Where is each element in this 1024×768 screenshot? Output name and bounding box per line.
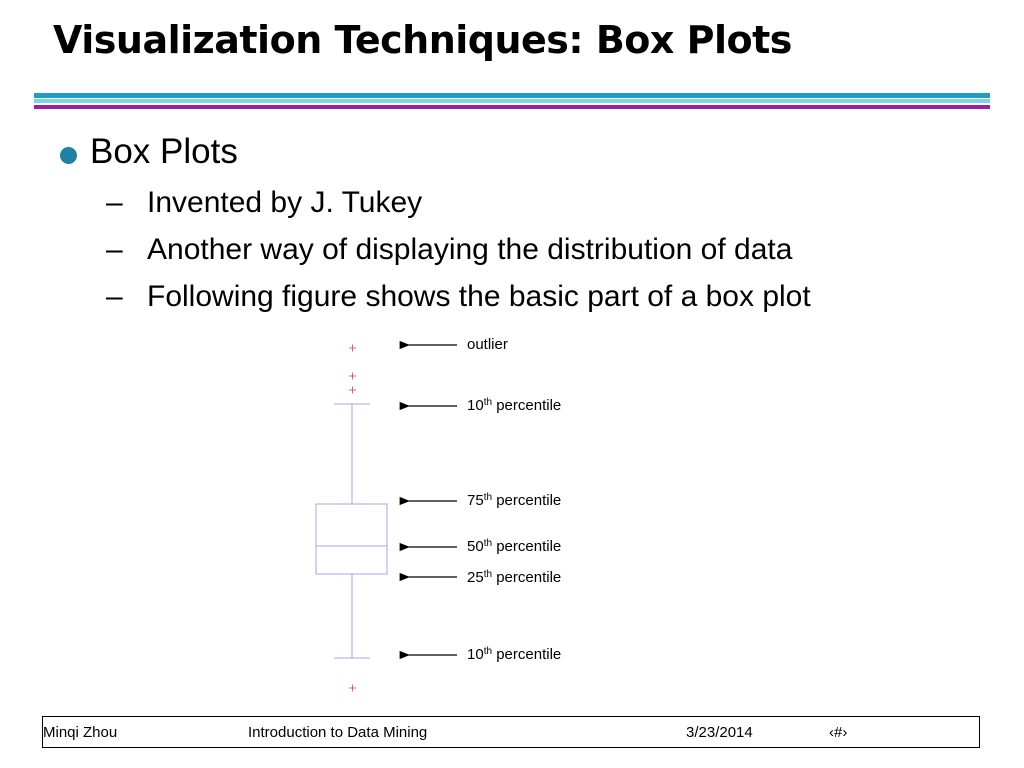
outlier-marker	[349, 685, 356, 692]
subbullet-inventor: Invented by J. Tukey	[147, 186, 423, 219]
label-75th-percentile: 75th percentile	[467, 492, 562, 509]
outlier-marker	[349, 373, 356, 380]
title-rule-purple	[34, 105, 990, 109]
subbullet-figure: Following figure shows the basic part of a box plot	[147, 280, 811, 313]
slide-title: Visualization Techniques: Box Plots	[53, 18, 792, 62]
subbullet-distribution: Another way of displaying the distribution of data	[147, 233, 793, 266]
outlier-marker	[349, 345, 356, 352]
dash-icon: –	[106, 280, 123, 313]
dash-icon: –	[106, 233, 123, 266]
outlier-marker	[349, 387, 356, 394]
title-rule-cyan	[34, 93, 990, 98]
dash-icon: –	[106, 186, 123, 219]
label-10th-percentile-upper: 10th percentile	[467, 397, 562, 414]
footer-date: 3/23/2014	[686, 724, 753, 741]
footer-course: Introduction to Data Mining	[248, 724, 428, 741]
outlier-points	[349, 345, 356, 692]
footer-author: Minqi Zhou	[43, 724, 118, 741]
label-25th-percentile: 25th percentile	[467, 569, 562, 586]
title-rule-lightcyan	[34, 99, 990, 103]
pointer-arrows	[409, 345, 457, 655]
bullet-box-plots: Box Plots	[90, 132, 238, 171]
bullet-dot-icon	[60, 147, 77, 164]
label-10th-percentile-lower: 10th percentile	[467, 646, 562, 663]
footer-page-number: ‹#›	[829, 724, 848, 741]
box-plot	[316, 404, 387, 658]
label-outlier: outlier	[467, 336, 508, 353]
label-50th-percentile: 50th percentile	[467, 538, 562, 555]
box	[316, 504, 387, 574]
